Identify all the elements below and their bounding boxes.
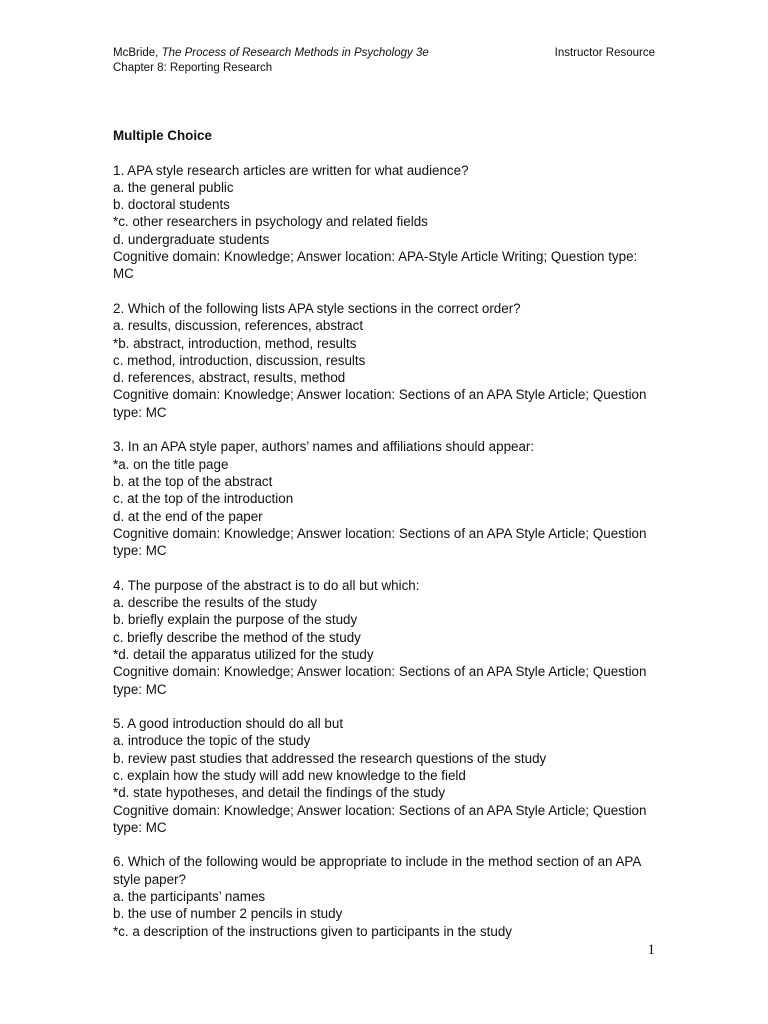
document-body xyxy=(113,127,658,957)
answer-option: b. briefly explain the purpose of the study xyxy=(113,612,358,628)
header-chapter: Chapter 8: Reporting Research xyxy=(113,62,273,74)
answer-option: c. at the top of the introduction xyxy=(113,491,294,507)
answer-option: c. briefly describe the method of the study xyxy=(113,629,361,645)
question-meta: Cognitive domain: Knowledge; Answer location: Sections of an APA Style Article; Question type: MC xyxy=(113,525,647,559)
question-stem: 1. APA style research articles are written for what audience? xyxy=(113,162,469,178)
answer-option-correct: *d. state hypotheses, and detail the findings of the study xyxy=(113,785,446,801)
question-meta: Cognitive domain: Knowledge; Answer location: APA-Style Article Writing; Question type: MC xyxy=(113,249,638,282)
question-meta: Cognitive domain: Knowledge; Answer location: Sections of an APA Style Article; Question type: MC xyxy=(113,387,647,420)
answer-option: a. the participants’ names xyxy=(113,889,266,905)
question-meta: Cognitive domain: Knowledge; Answer location: Sections of an APA Style Article; Question type: MC xyxy=(113,802,647,835)
page-number: 1 xyxy=(647,942,655,958)
header-book-title: The Process of Research Methods in Psychology 3e xyxy=(161,47,429,59)
answer-option: a. the general public xyxy=(113,179,234,195)
answer-option: d. references, abstract, results, method xyxy=(113,370,346,386)
answer-option: c. explain how the study will add new knowledge to the field xyxy=(113,767,466,783)
answer-option: b. review past studies that addressed the research questions of the study xyxy=(113,750,547,766)
answer-option-correct: *d. detail the apparatus utilized for the study xyxy=(113,646,374,662)
answer-option: a. results, discussion, references, abstract xyxy=(113,318,364,334)
section-heading: Multiple Choice xyxy=(113,128,212,143)
answer-option-correct: *c. a description of the instructions given to participants in the study xyxy=(113,923,512,939)
answer-option-correct: *a. on the title page xyxy=(113,456,229,472)
answer-option: d. at the end of the paper xyxy=(113,508,263,524)
question-3 xyxy=(113,438,658,559)
question-2 xyxy=(113,300,658,421)
answer-option: a. introduce the topic of the study xyxy=(113,733,311,749)
question-stem: 4. The purpose of the abstract is to do all but which: xyxy=(113,577,420,593)
answer-option: b. the use of number 2 pencils in study xyxy=(113,906,343,922)
answer-option: d. undergraduate students xyxy=(113,231,270,247)
answer-option: a. describe the results of the study xyxy=(113,595,317,611)
answer-option: c. method, introduction, discussion, results xyxy=(113,352,366,368)
running-header-left xyxy=(113,46,429,76)
answer-option-correct: *c. other researchers in psychology and related fields xyxy=(113,214,428,230)
question-1 xyxy=(113,162,658,283)
header-resource: Instructor Resource xyxy=(554,47,655,59)
question-stem: 6. Which of the following would be appropriate to include in the method section of an APA style paper? xyxy=(113,854,641,887)
answer-option: b. at the top of the abstract xyxy=(113,473,273,489)
question-meta: Cognitive domain: Knowledge; Answer location: Sections of an APA Style Article; Question type: MC xyxy=(113,664,647,697)
question-stem: 3. In an APA style paper, authors’ names and affiliations should appear: xyxy=(113,439,535,455)
question-6 xyxy=(113,853,658,939)
question-stem: 5. A good introduction should do all but xyxy=(113,716,344,732)
running-header-right xyxy=(555,46,655,61)
question-4 xyxy=(113,577,658,698)
answer-option-correct: *b. abstract, introduction, method, results xyxy=(113,335,357,351)
header-author: McBride, xyxy=(113,47,162,59)
header-citation xyxy=(113,46,429,61)
question-stem: 2. Which of the following lists APA style sections in the correct order? xyxy=(113,300,521,316)
answer-option: b. doctoral students xyxy=(113,197,230,213)
question-5 xyxy=(113,715,658,836)
